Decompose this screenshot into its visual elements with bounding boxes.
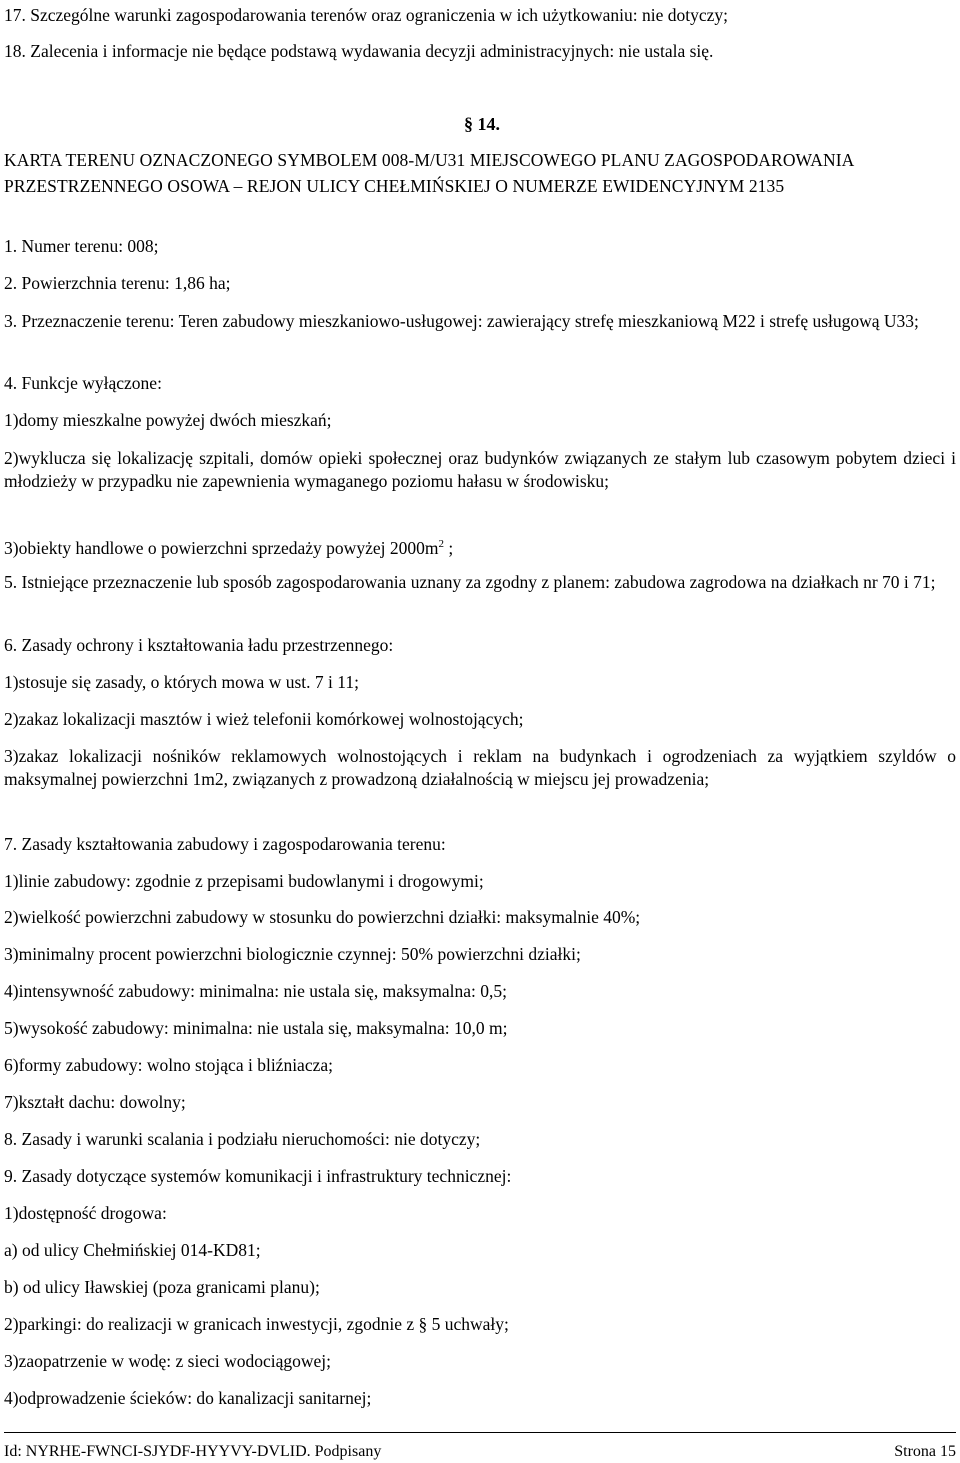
item-9: 9. Zasady dotyczące systemów komunikacji i infrastruktury technicznej: (4, 1166, 512, 1186)
item-7-2: 2)wielkość powierzchni zabudowy w stosunku do powierzchni działki: maksymalnie 40%; (4, 907, 641, 927)
section-number (0, 113, 960, 136)
item-9-1: 1)dostępność drogowa: (4, 1203, 167, 1223)
item-9-1-a: a) od ulicy Chełmińskiej 014-KD81; (4, 1240, 261, 1260)
item-4: 4. Funkcje wyłączone: (4, 373, 162, 393)
item-6: 6. Zasady ochrony i kształtowania ładu przestrzennego: (4, 635, 394, 655)
item-7-3: 3)minimalny procent powierzchni biologicznie czynnej: 50% powierzchni działki; (4, 944, 581, 964)
footer-document-id: Id: NYRHE-FWNCI-SJYDF-HYYVY-DVLID. Podpisany (4, 1443, 382, 1460)
item-9-3: 3)zaopatrzenie w wodę: z sieci wodociągowej; (4, 1351, 332, 1371)
item-4-1: 1)domy mieszkalne powyżej dwóch mieszkań; (4, 410, 332, 430)
item-6-3: 3)zakaz lokalizacji nośników reklamowych wolnostojących i reklam na budynkach i ogrodzeniach za wyjątkiem szyldów o maksymalnej powierzchni 1m2, związanych z prowadzoną działalnością w miejscu jej prowadzenia; (4, 746, 956, 789)
item-18: 18. Zalecenia i informacje nie będące podstawą wydawania decyzji administracyjnych: nie ustala się. (4, 41, 714, 61)
item-1: 1. Numer terenu: 008; (4, 236, 159, 256)
footer-page-number: Strona 15 (894, 1443, 956, 1460)
item-7-6: 6)formy zabudowy: wolno stojąca i bliźniacza; (4, 1055, 333, 1075)
footer-divider (4, 1432, 956, 1433)
item-3: 3. Przeznaczenie terenu: Teren zabudowy mieszkaniowo-usługowej: zawierający strefę mieszkaniową M22 i strefę usługową U33; (4, 311, 919, 331)
item-9-2: 2)parkingi: do realizacji w granicach inwestycji, zgodnie z § 5 uchwały; (4, 1314, 509, 1334)
item-4-3 (4, 537, 956, 560)
item-4-2: 2)wyklucza się lokalizację szpitali, domów opieki społecznej oraz budynków związanych ze stałym lub czasowym pobytem dzieci i młodzieży w przypadku nie zapewnienia wymaganego poziomu hałasu w środowisku; (4, 448, 956, 491)
item-4-3-text: 3)obiekty handlowe o powierzchni sprzedaży powyżej 2000m (4, 538, 439, 558)
item-5: 5. Istniejące przeznaczenie lub sposób zagospodarowania uznany za zgodny z planem: zabudowa zagrodowa na działkach nr 70 i 71; (4, 572, 936, 592)
item-9-1-b: b) od ulicy Iławskiej (poza granicami planu); (4, 1277, 320, 1297)
item-8: 8. Zasady i warunki scalania i podziału nieruchomości: nie dotyczy; (4, 1129, 481, 1149)
item-7: 7. Zasady kształtowania zabudowy i zagospodarowania terenu: (4, 834, 446, 854)
item-7-7: 7)kształt dachu: dowolny; (4, 1092, 186, 1112)
item-6-1: 1)stosuje się zasady, o których mowa w ust. 7 i 11; (4, 672, 359, 692)
item-9-4: 4)odprowadzenie ścieków: do kanalizacji sanitarnej; (4, 1388, 372, 1408)
section-title: KARTA TERENU OZNACZONEGO SYMBOLEM 008-M/U31 MIEJSCOWEGO PLANU ZAGOSPODAROWANIA PRZESTRZENNEGO OSOWA – REJON ULICY CHEŁMIŃSKIEJ O NUMERZE EWIDENCYJNYM 2135 (4, 150, 854, 196)
item-7-4: 4)intensywność zabudowy: minimalna: nie ustala się, maksymalna: 0,5; (4, 981, 508, 1001)
item-7-5: 5)wysokość zabudowy: minimalna: nie ustala się, maksymalna: 10,0 m; (4, 1018, 508, 1038)
item-4-3-sup: 2 (438, 538, 444, 551)
item-2: 2. Powierzchnia terenu: 1,86 ha; (4, 273, 231, 293)
item-7-1: 1)linie zabudowy: zgodnie z przepisami budowlanymi i drogowymi; (4, 871, 484, 891)
section-number-text: § 14. (464, 114, 500, 134)
item-4-3-end: ; (443, 538, 454, 558)
item-6-2: 2)zakaz lokalizacji masztów i wież telefonii komórkowej wolnostojących; (4, 709, 524, 729)
item-17: 17. Szczególne warunki zagospodarowania terenów oraz ograniczenia w ich użytkowaniu: nie dotyczy; (4, 5, 729, 25)
